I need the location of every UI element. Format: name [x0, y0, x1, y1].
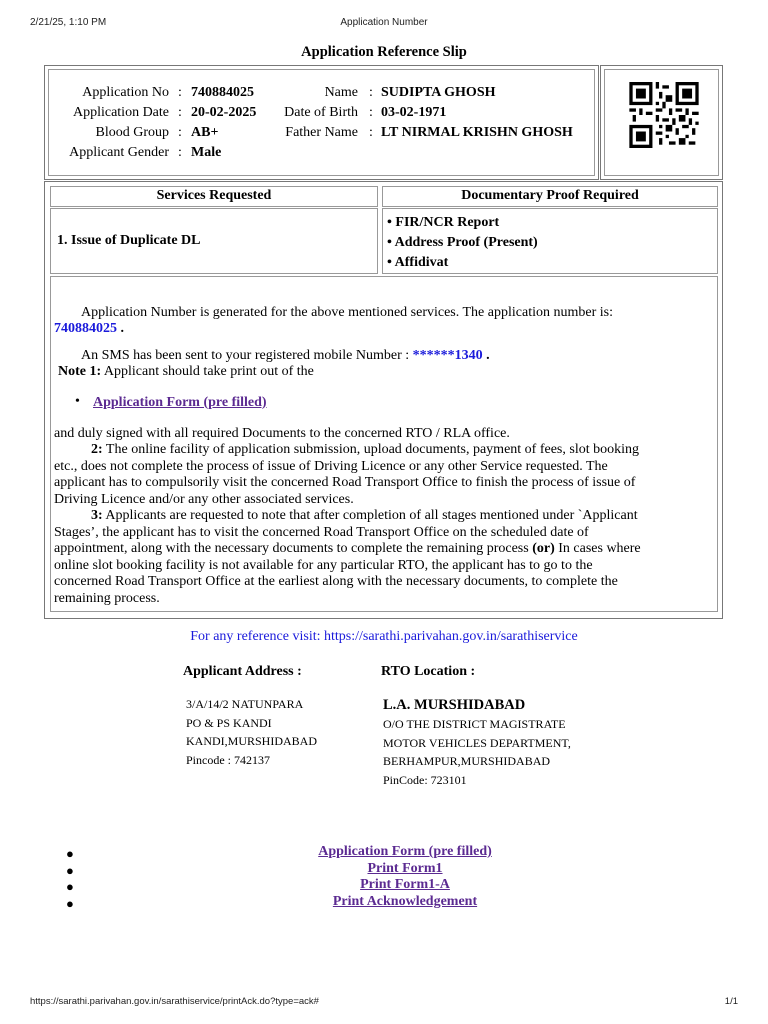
bullet-icon: ●: [66, 846, 74, 861]
colon: :: [178, 105, 182, 120]
note2: [54, 442, 714, 508]
address-line: Pincode : 742137: [186, 752, 270, 767]
print-page-count: 1/1: [724, 996, 738, 1007]
dob-value: 03-02-1971: [381, 105, 447, 120]
note3-line: online slot booking facility is not available for any particular RTO, the applicant has to go to the: [54, 557, 593, 573]
colon: :: [178, 85, 182, 100]
print-form1-link[interactable]: Print Form1: [367, 860, 443, 876]
rto-line: O/O THE DISTRICT MAGISTRATE: [383, 717, 566, 731]
address-line: 3/A/14/2 NATUNPARA: [186, 697, 304, 711]
rto-line: BERHAMPUR,MURSHIDABAD: [383, 754, 551, 768]
gender-value: Male: [191, 145, 222, 160]
note1-label: Note 1:: [58, 364, 102, 379]
applicant-address: [186, 695, 317, 769]
print-footer-url: https://sarathi.parivahan.gov.in/sarathiservice/printAck.do?type=ack#: [30, 996, 319, 1007]
name-value: SUDIPTA GHOSH: [381, 85, 496, 100]
note3: [54, 508, 714, 607]
note1: [58, 364, 314, 381]
name-label: Name: [324, 85, 358, 100]
blood-group-label: Blood Group: [95, 125, 169, 140]
note3-line: concerned Road Transport Office at the earliest along with the necessary documents, to complete the: [54, 574, 618, 589]
proof-cell: [382, 208, 718, 274]
proof-item: • Address Proof (Present): [387, 235, 538, 250]
proof-item: • Affidivat: [387, 255, 449, 270]
qr-code-icon: [629, 82, 699, 148]
app-date-value: 20-02-2025: [191, 105, 257, 120]
note3-line: [54, 541, 714, 558]
app-number-line: [54, 321, 124, 338]
note3-text: appointment, along with the necessary documents to complete the remaining process: [54, 541, 529, 556]
proof-list: [387, 213, 538, 273]
applicant-info-box: [44, 65, 599, 180]
colon: :: [369, 125, 373, 140]
application-form-link-text[interactable]: Application Form (pre filled): [93, 395, 267, 410]
services-requested-header: Services Requested: [50, 186, 378, 207]
application-form-link[interactable]: Application Form (pre filled): [318, 844, 492, 859]
duly-signed-text: and duly signed with all required Documents to the concerned RTO / RLA office.: [54, 426, 510, 441]
list-item: [0, 861, 768, 878]
note3-or: (or): [532, 541, 555, 556]
page-tab-title: Application Number: [340, 17, 428, 28]
note2-label: 2:: [91, 442, 103, 457]
colon: :: [369, 85, 373, 100]
service-cell: [50, 208, 378, 274]
note2-line: The online facility of application submission, upload documents, payment of fees, slot booking: [105, 442, 639, 457]
colon: :: [178, 145, 182, 160]
father-name-label: Father Name: [285, 125, 358, 140]
rto-location-header: RTO Location :: [381, 664, 476, 679]
app-number-highlight: 740884025: [54, 321, 117, 336]
address-line: PO & PS KANDI: [186, 715, 272, 730]
print-datetime: 2/21/25, 1:10 PM: [30, 17, 107, 28]
print-links-list: [0, 844, 768, 910]
note3-line: Stages’, the applicant has to visit the concerned Road Transport Office on the scheduled date of: [54, 524, 589, 540]
note2-line: applicant has to compulsorily visit the concerned Road Transport Office to finish the process of issue of: [54, 475, 636, 490]
reference-visit-link[interactable]: For any reference visit: https://sarathi.parivahan.gov.in/sarathiservice: [190, 629, 578, 644]
message-cell: [50, 276, 718, 612]
period: .: [482, 348, 490, 363]
period: .: [117, 321, 124, 336]
colon: :: [178, 125, 182, 140]
sms-text: An SMS has been sent to your registered mobile Number :: [81, 348, 410, 363]
qr-code-box: [600, 65, 723, 180]
rto-line: PinCode: 723101: [383, 772, 467, 787]
note3-line: remaining process.: [54, 590, 160, 606]
list-item: [0, 844, 768, 861]
colon: :: [369, 105, 373, 120]
list-item: [0, 877, 768, 894]
dob-label: Date of Birth: [284, 105, 358, 120]
bullet-icon: ●: [66, 895, 74, 911]
app-no-label: Application No: [82, 85, 169, 100]
note3-text: In cases where: [558, 541, 641, 556]
service-name: 1. Issue of Duplicate DL: [57, 233, 201, 248]
note2-line: Driving Licence and/or any other associated services.: [54, 491, 354, 507]
rto-line: MOTOR VEHICLES DEPARTMENT,: [383, 735, 571, 750]
rto-name: L.A. MURSHIDABAD: [383, 697, 526, 713]
proof-item: • FIR/NCR Report: [387, 215, 500, 230]
app-date-label: Application Date: [72, 105, 169, 120]
slip-title: Application Reference Slip: [301, 44, 467, 60]
applicant-address-header: Applicant Address :: [183, 664, 302, 679]
app-number-message: Application Number is generated for the above mentioned services. The application number is:: [81, 305, 613, 320]
gender-label: Applicant Gender: [69, 145, 169, 160]
blood-group-value: AB+: [191, 125, 219, 140]
masked-mobile: ******1340: [412, 348, 483, 363]
note1-text: Applicant should take print out of the: [103, 364, 314, 379]
app-no-value: 740884025: [191, 85, 254, 100]
list-item: [0, 894, 768, 911]
sms-message: [81, 348, 490, 365]
bullet-icon: ●: [66, 879, 74, 894]
rto-address: [383, 715, 571, 789]
father-name-value: LT NIRMAL KRISHN GHOSH: [381, 125, 573, 140]
print-form1a-link[interactable]: Print Form1-A: [360, 877, 450, 892]
services-section: [44, 181, 723, 619]
documentary-proof-header: Documentary Proof Required: [382, 186, 718, 207]
print-acknowledgement-link[interactable]: Print Acknowledgement: [332, 893, 478, 909]
note3-line: Applicants are requested to note that after completion of all stages mentioned under `Applicant: [105, 508, 638, 523]
bullet-icon: ●: [66, 862, 74, 878]
bullet-icon: •: [75, 394, 80, 409]
note3-label: 3:: [91, 508, 103, 523]
application-form-link-inline[interactable]: [93, 395, 267, 412]
note2-line: etc., does not complete the process of issue of Driving Licence or any other Service requested. The: [54, 458, 608, 474]
address-line: KANDI,MURSHIDABAD: [186, 734, 318, 748]
